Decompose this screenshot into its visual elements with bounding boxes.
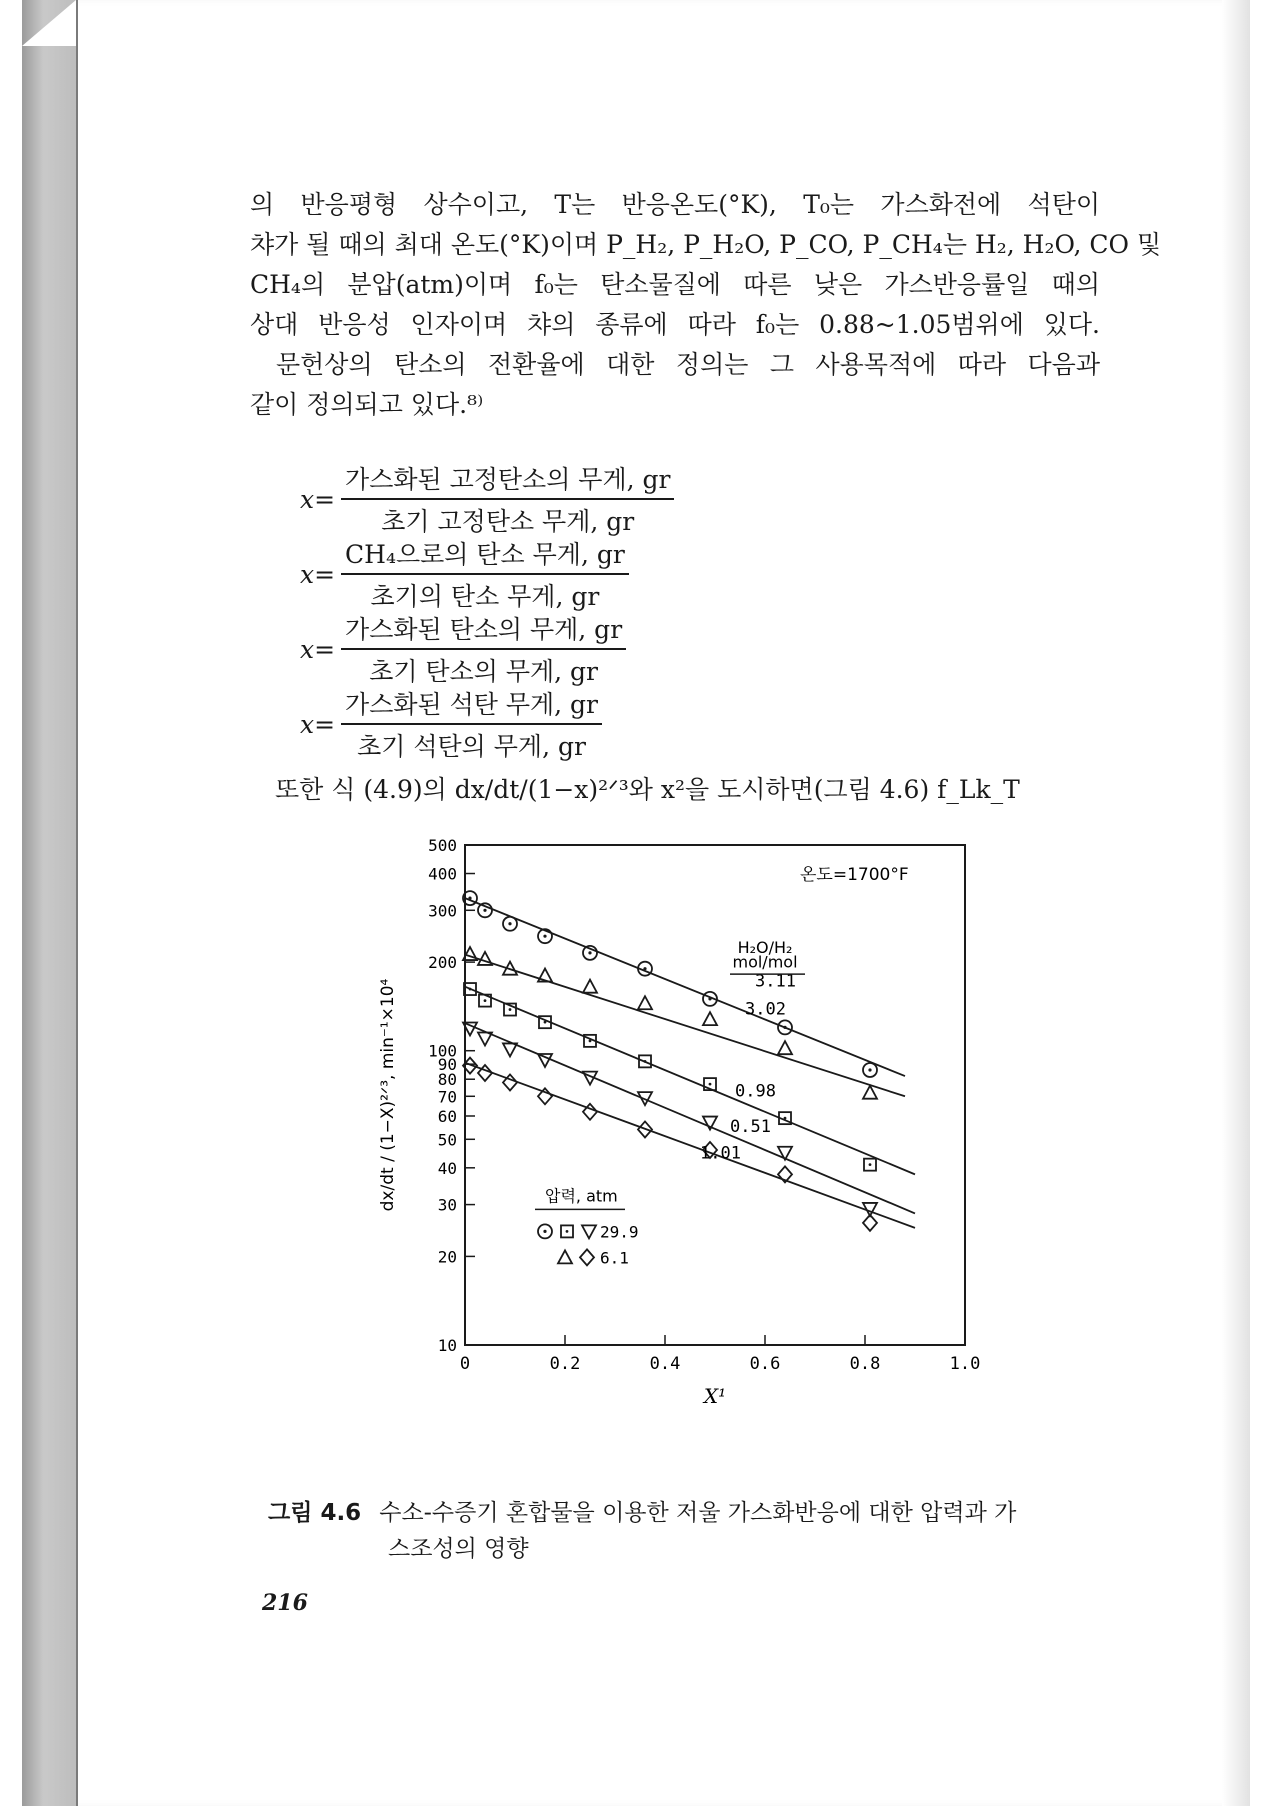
- data-point-0.98: [864, 1159, 876, 1171]
- temperature-annotation: 온도=1700°F: [800, 865, 909, 885]
- data-point-3.02: [863, 1086, 877, 1099]
- book-spine: [22, 0, 76, 1806]
- data-point-3.02: [778, 1041, 792, 1054]
- data-point-0.51: [538, 1054, 552, 1067]
- caption-label: 그림 4.6: [268, 1500, 362, 1526]
- y-tick-label: 500: [428, 836, 457, 855]
- series-label-3.11: 3.11: [755, 971, 796, 992]
- legend-marker-diamond: [580, 1249, 594, 1265]
- paragraph-line-1: 의 반응평형 상수이고, T는 반응온도(°K), T₀는 가스화전에 석탄이: [250, 190, 1100, 219]
- formula-numerator: 가스화된 석탄 무게, gr: [341, 685, 602, 725]
- fit-line-3.02: [465, 955, 905, 1097]
- formula-denominator: 초기 석탄의 무게, gr: [357, 732, 586, 761]
- x-tick-label: 0.2: [549, 1354, 581, 1374]
- figure-4-6-chart: [345, 830, 985, 1480]
- formula-denominator: 초기 탄소의 무게, gr: [369, 657, 598, 686]
- ratio-header-2: mol/mol: [732, 952, 798, 972]
- paragraph-line-5: 문헌상의 탄소의 전환율에 대한 정의는 그 사용목적에 따라 다음과: [276, 350, 1100, 379]
- formula-2: [300, 535, 629, 613]
- formula-denominator: 초기 고정탄소 무게, gr: [381, 507, 635, 536]
- formula-lhs: x=: [300, 559, 336, 589]
- y-tick-label: 40: [437, 1158, 457, 1178]
- formula-lhs: x=: [300, 709, 336, 739]
- x-tick-label: 0.6: [749, 1354, 781, 1374]
- formula-numerator: 가스화된 고정탄소의 무게, gr: [341, 460, 674, 500]
- formula-denominator: 초기의 탄소 무게, gr: [370, 582, 600, 611]
- legend-label-6.1: 6.1: [600, 1248, 629, 1268]
- formula-3: [300, 610, 626, 688]
- formula-lhs: x=: [300, 634, 336, 664]
- x-tick-label: 0.4: [649, 1354, 681, 1374]
- paragraph-line-2: 챠가 될 때의 최대 온도(°K)이며 P_H₂, P_H₂O, P_CO, P_CH₄는 H₂, H₂O, CO 및: [250, 230, 1162, 259]
- legend-marker-triangle-up: [558, 1250, 572, 1263]
- y-tick-label: 200: [428, 953, 457, 973]
- formula-numerator: 가스화된 탄소의 무게, gr: [341, 610, 626, 650]
- pressure-legend: [535, 1186, 639, 1267]
- x-tick-label: 0: [459, 1354, 471, 1374]
- continuation-line: 또한 식 (4.9)의 dx/dt/(1−x)²ᐟ³와 x²을 도시하면(그림 4.6) f_Lk_T: [275, 775, 1020, 804]
- formula-1: [300, 460, 674, 538]
- data-point-3.11: [778, 1020, 792, 1034]
- legend-marker-circle: [538, 1224, 552, 1238]
- x-axis-label: X¹: [703, 1384, 727, 1408]
- data-point-3.02: [638, 996, 652, 1009]
- legend-label-29.9: 29.9: [600, 1222, 639, 1242]
- y-tick-label: 70: [437, 1087, 457, 1107]
- data-point-0.98: [639, 1055, 651, 1067]
- y-axis-label: dx/dt / (1−X)²ᐟ³, min⁻¹×10⁴: [378, 978, 398, 1212]
- data-point-3.02: [703, 1012, 717, 1025]
- body-paragraph: [250, 185, 1162, 425]
- ratio-header-1: H₂O/H₂: [737, 937, 793, 957]
- formula-lhs: x=: [300, 484, 336, 514]
- paragraph-line-4: 상대 반응성 인자이며 챠의 종류에 따라 f₀는 0.88~1.05범위에 있다.: [250, 310, 1100, 339]
- data-point-0.51: [503, 1043, 517, 1056]
- series-label-3.02: 3.02: [745, 999, 786, 1020]
- caption-continuation: 스조성의 영향: [388, 1536, 529, 1562]
- legend-title: 압력, atm: [545, 1186, 618, 1206]
- series-label-0.51: 0.51: [730, 1116, 771, 1137]
- y-tick-label: 300: [428, 901, 457, 921]
- data-point-3.11: [503, 917, 517, 931]
- x-tick-label: 0.8: [849, 1354, 881, 1374]
- legend-marker-square: [561, 1225, 573, 1237]
- y-tick-label: 100: [428, 1041, 457, 1061]
- fit-line-3.11: [465, 898, 905, 1076]
- paragraph-line-3: CH₄의 분압(atm)이며 f₀는 탄소물질에 따른 낮은 가스반응률일 때의: [250, 270, 1100, 299]
- y-tick-label: 20: [437, 1247, 457, 1267]
- caption-text: 수소-수증기 혼합물을 이용한 저울 가스화반응에 대한 압력과 가: [379, 1500, 1017, 1526]
- y-tick-label: 30: [437, 1195, 457, 1215]
- formula-4: [300, 685, 602, 763]
- y-tick-label: 60: [437, 1106, 457, 1126]
- fit-line-0.51: [465, 1023, 915, 1213]
- series-label-1.01: 1.01: [700, 1143, 741, 1164]
- x-tick-label: 1.0: [949, 1354, 981, 1374]
- y-tick-label: 80: [437, 1070, 457, 1090]
- legend-marker-triangle-down: [582, 1225, 596, 1238]
- figure-caption: [268, 1495, 1098, 1567]
- page-number: 216: [262, 1590, 308, 1616]
- paragraph-line-6: 같이 정의되고 있다.⁸⁾: [250, 390, 484, 419]
- formula-numerator: CH₄으로의 탄소 무게, gr: [341, 535, 629, 575]
- y-tick-label: 90: [437, 1055, 457, 1075]
- y-tick-label: 50: [437, 1130, 457, 1150]
- data-point-3.11: [863, 1063, 877, 1077]
- y-tick-label: 400: [428, 864, 457, 884]
- data-point-3.02: [583, 980, 597, 993]
- series-label-0.98: 0.98: [735, 1081, 776, 1102]
- y-tick-label: 10: [437, 1336, 457, 1355]
